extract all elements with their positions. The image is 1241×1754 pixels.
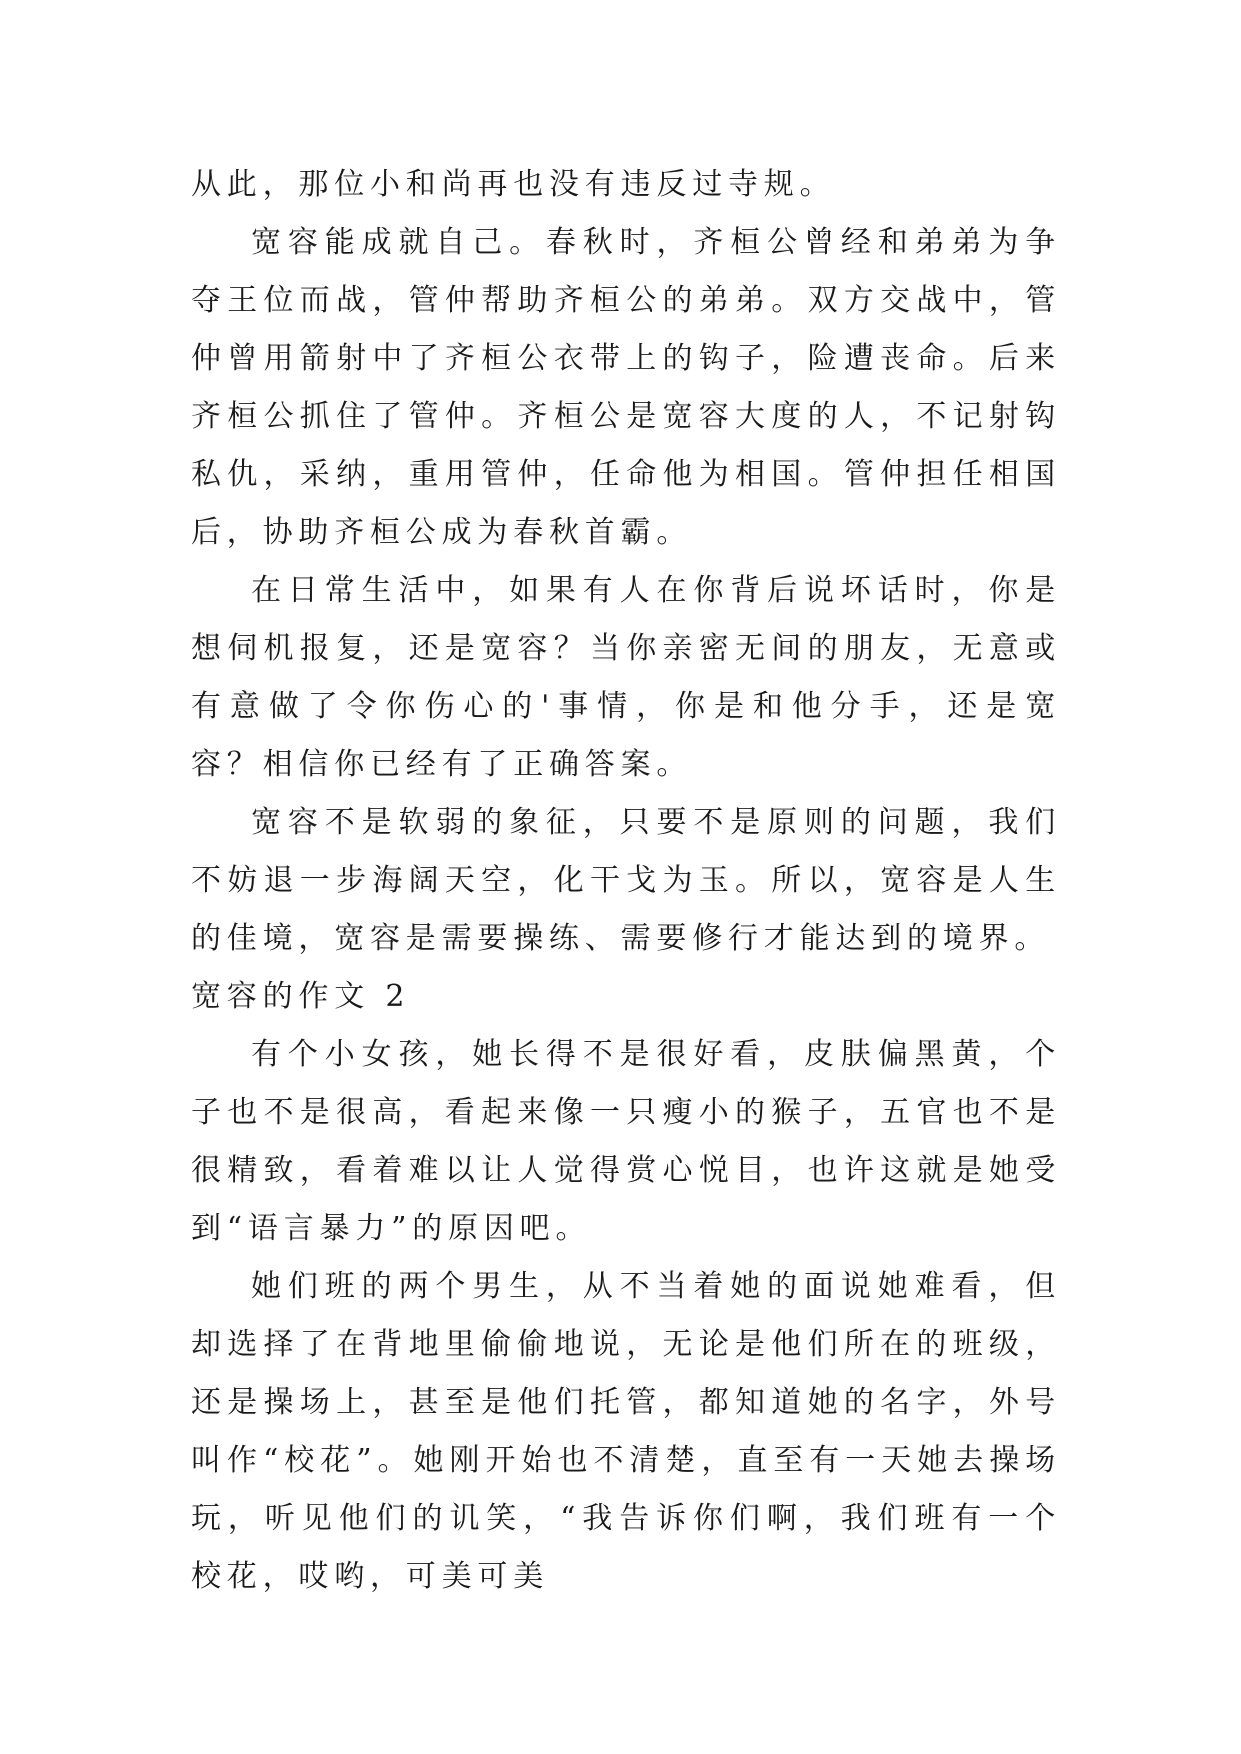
paragraph-continuation: 从此，那位小和尚再也没有违反过寺规。 [191,167,836,202]
paragraph-conclusion: 宽容不是软弱的象征，只要不是原则的问题，我们不妨退一步海阔天空，化干戈为玉。所以，宽容是人生的佳境，宽容是需要操练、需要修行才能达到的境界。 [191,805,1061,956]
paragraph-two-boys: 她们班的两个男生，从不当着她的面说她难看，但却选择了在背地里偷偷地说，无论是他们所在的班级，还是操场上，甚至是他们托管，都知道她的名字，外号叫作“校花”。她刚开始也不清楚，直至有一天她去操场玩，听见他们的讥笑，“我告诉你们啊，我们班有一个校花，哎哟，可美可美 [191,1269,1061,1594]
essay-heading: 宽容的作文 2 [191,979,411,1014]
paragraph-little-girl: 有个小女孩，她长得不是很好看，皮肤偏黑黄，个子也不是很高，看起来像一只瘦小的猴子，五官也不是很精致，看着难以让人觉得赏心悦目，也许这就是她受到“语言暴力”的原因吧。 [191,1037,1061,1246]
document-page [191,156,1061,1606]
paragraph-daily-life: 在日常生活中，如果有人在你背后说坏话时，你是想伺机报复，还是宽容？当你亲密无间的朋友，无意或有意做了令你伤心的'事情，你是和他分手，还是宽容？相信你已经有了正确答案。 [191,573,1061,782]
paragraph-guan-zhong: 宽容能成就自己。春秋时，齐桓公曾经和弟弟为争夺王位而战，管仲帮助齐桓公的弟弟。双方交战中，管仲曾用箭射中了齐桓公衣带上的钩子，险遭丧命。后来齐桓公抓住了管仲。齐桓公是宽容大度的人，不记射钩私仇，采纳，重用管仲，任命他为相国。管仲担任相国后，协助齐桓公成为春秋首霸。 [191,225,1061,550]
